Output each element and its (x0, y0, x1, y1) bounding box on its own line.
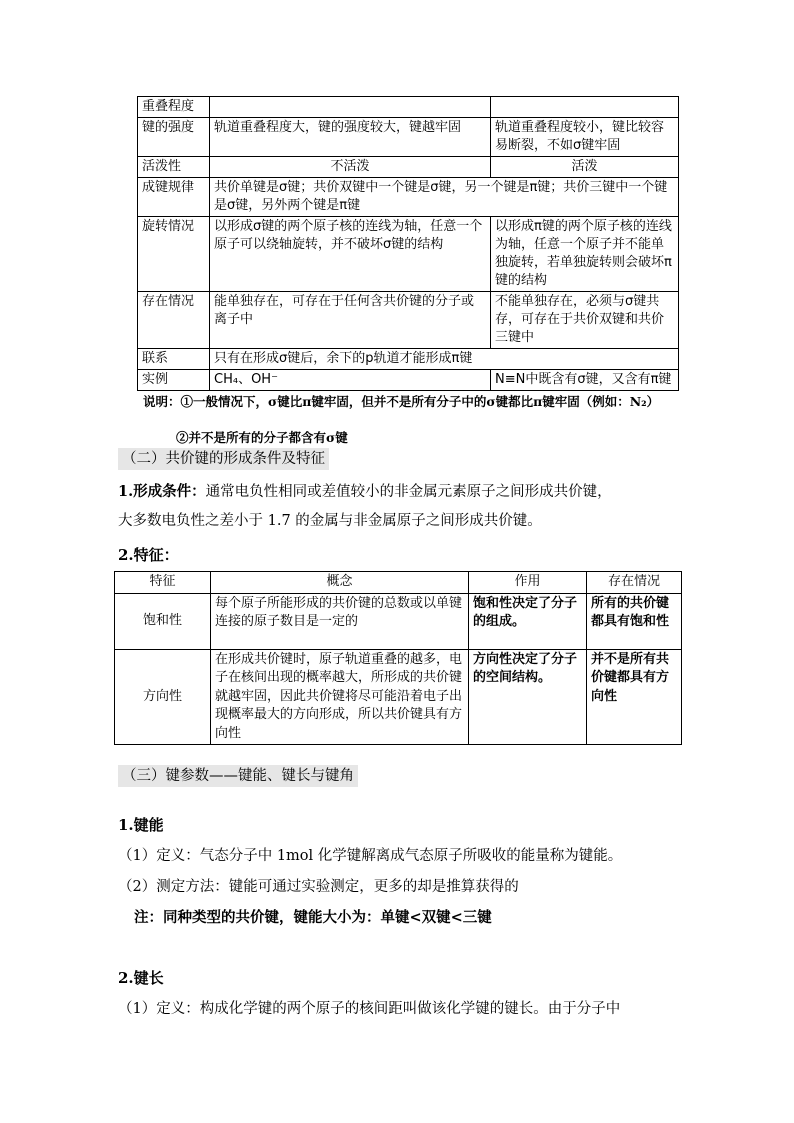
sigma-cell: 不活泼 (210, 157, 491, 178)
row-label: 存在情况 (138, 292, 210, 349)
merged-cell: 只有在形成σ键后，余下的p轨道才能形成π键 (210, 349, 679, 370)
formation-condition-line1 (118, 482, 612, 502)
concept-cell: 在形成共价键时，原子轨道重叠的越多，电子在核间出现的概率越大，所形成的共价键就越牢固，因此共价键将尽可能沿着电子出现概率最大的方向形成，所以共价键具有方向性 (211, 649, 469, 745)
pi-cell: 活泼 (491, 157, 679, 178)
table-row (115, 593, 682, 649)
sigma-cell: 以形成σ键的两个原子核的连线为轴，任意一个原子可以绕轴旋转，并不破坏σ键的结构 (210, 217, 491, 292)
bond-length-heading: 2.键长 (118, 969, 164, 987)
feature-name: 方向性 (115, 649, 211, 745)
bond-length-definition: （1）定义：构成化学键的两个原子的核间距叫做该化学键的键长。由于分子中 (118, 1001, 621, 1017)
table-row (138, 118, 679, 157)
section-heading: （二）共价键的形成条件及特征 (118, 448, 329, 470)
table-header-row (115, 572, 682, 594)
column-header: 概念 (211, 572, 469, 594)
table-row (138, 97, 679, 118)
row-label: 实例 (138, 370, 210, 391)
table-row (115, 649, 682, 745)
sigma-pi-comparison-table (137, 96, 679, 391)
table-row (138, 370, 679, 391)
pi-cell: 轨道重叠程度较小，键比较容易断裂，不如σ键牢固 (491, 118, 679, 157)
sigma-cell: CH₄、OH⁻ (210, 370, 491, 391)
bond-energy-definition: （1）定义：气态分子中 1mol 化学键解离成气态原子所吸收的能量称为键能。 (118, 848, 623, 864)
pi-cell: 不能单独存在，必须与σ键共存，可存在于共价双键和共价三键中 (491, 292, 679, 349)
feature-name: 饱和性 (115, 593, 211, 649)
features-label: 2.特征： (118, 546, 179, 564)
role-cell: 饱和性决定了分子的组成。 (469, 593, 587, 649)
table-row (138, 157, 679, 178)
pi-cell: 以形成π键的两个原子核的连线为轴，任意一个原子并不能单独旋转，若单独旋转则会破坏π键的结构 (491, 217, 679, 292)
exist-cell: 并不是所有共价键都具有方向性 (587, 649, 682, 745)
characteristics-table (114, 571, 682, 745)
row-label: 活泼性 (138, 157, 210, 178)
pi-cell (491, 97, 679, 118)
note-2: ②并不是所有的分子都含有σ键 (176, 430, 348, 445)
bond-energy-method: （2）测定方法：键能可通过实验测定，更多的却是推算获得的 (118, 879, 519, 895)
row-label: 重叠程度 (138, 97, 210, 118)
column-header: 作用 (469, 572, 587, 594)
table-row (138, 217, 679, 292)
merged-cell: 共价单键是σ键；共价双键中一个键是σ键，另一个键是π键；共价三键中一个键是σ键，另外两个键是π键 (210, 178, 679, 217)
sigma-cell: 能单独存在，可存在于任何含共价键的分子或离子中 (210, 292, 491, 349)
row-label: 旋转情况 (138, 217, 210, 292)
column-header: 存在情况 (587, 572, 682, 594)
row-label: 联系 (138, 349, 210, 370)
sigma-cell (210, 97, 491, 118)
table-row (138, 178, 679, 217)
row-label: 成键规律 (138, 178, 210, 217)
bond-energy-heading: 1.键能 (118, 816, 164, 834)
row-label: 键的强度 (138, 118, 210, 157)
table-row (138, 292, 679, 349)
bond-energy-note: 注：同种类型的共价键，键能大小为：单键<双键<三键 (134, 909, 492, 926)
table-row (138, 349, 679, 370)
formation-condition-label: 1.形成条件： (118, 483, 206, 500)
formation-condition-text: 通常电负性相同或差值较小的非金属元素原子之间形成共价键， (205, 484, 612, 500)
sigma-cell: 轨道重叠程度大，键的强度较大，键越牢固 (210, 118, 491, 157)
exist-cell: 所有的共价键都具有饱和性 (587, 593, 682, 649)
column-header: 特征 (115, 572, 211, 594)
role-cell: 方向性决定了分子的空间结构。 (469, 649, 587, 745)
note-1: 说明：①一般情况下，σ键比π键牢固，但并不是所有分子中的σ键都比π键牢固（例如：N₂） (143, 394, 660, 409)
formation-condition-line2: 大多数电负性之差小于 1.7 的金属与非金属原子之间形成共价键。 (118, 513, 542, 529)
pi-cell: N≡N中既含有σ键，又含有π键 (491, 370, 679, 391)
section-heading: （三）键参数——键能、键长与键角 (118, 765, 358, 787)
concept-cell: 每个原子所能形成的共价键的总数或以单键连接的原子数目是一定的 (211, 593, 469, 649)
